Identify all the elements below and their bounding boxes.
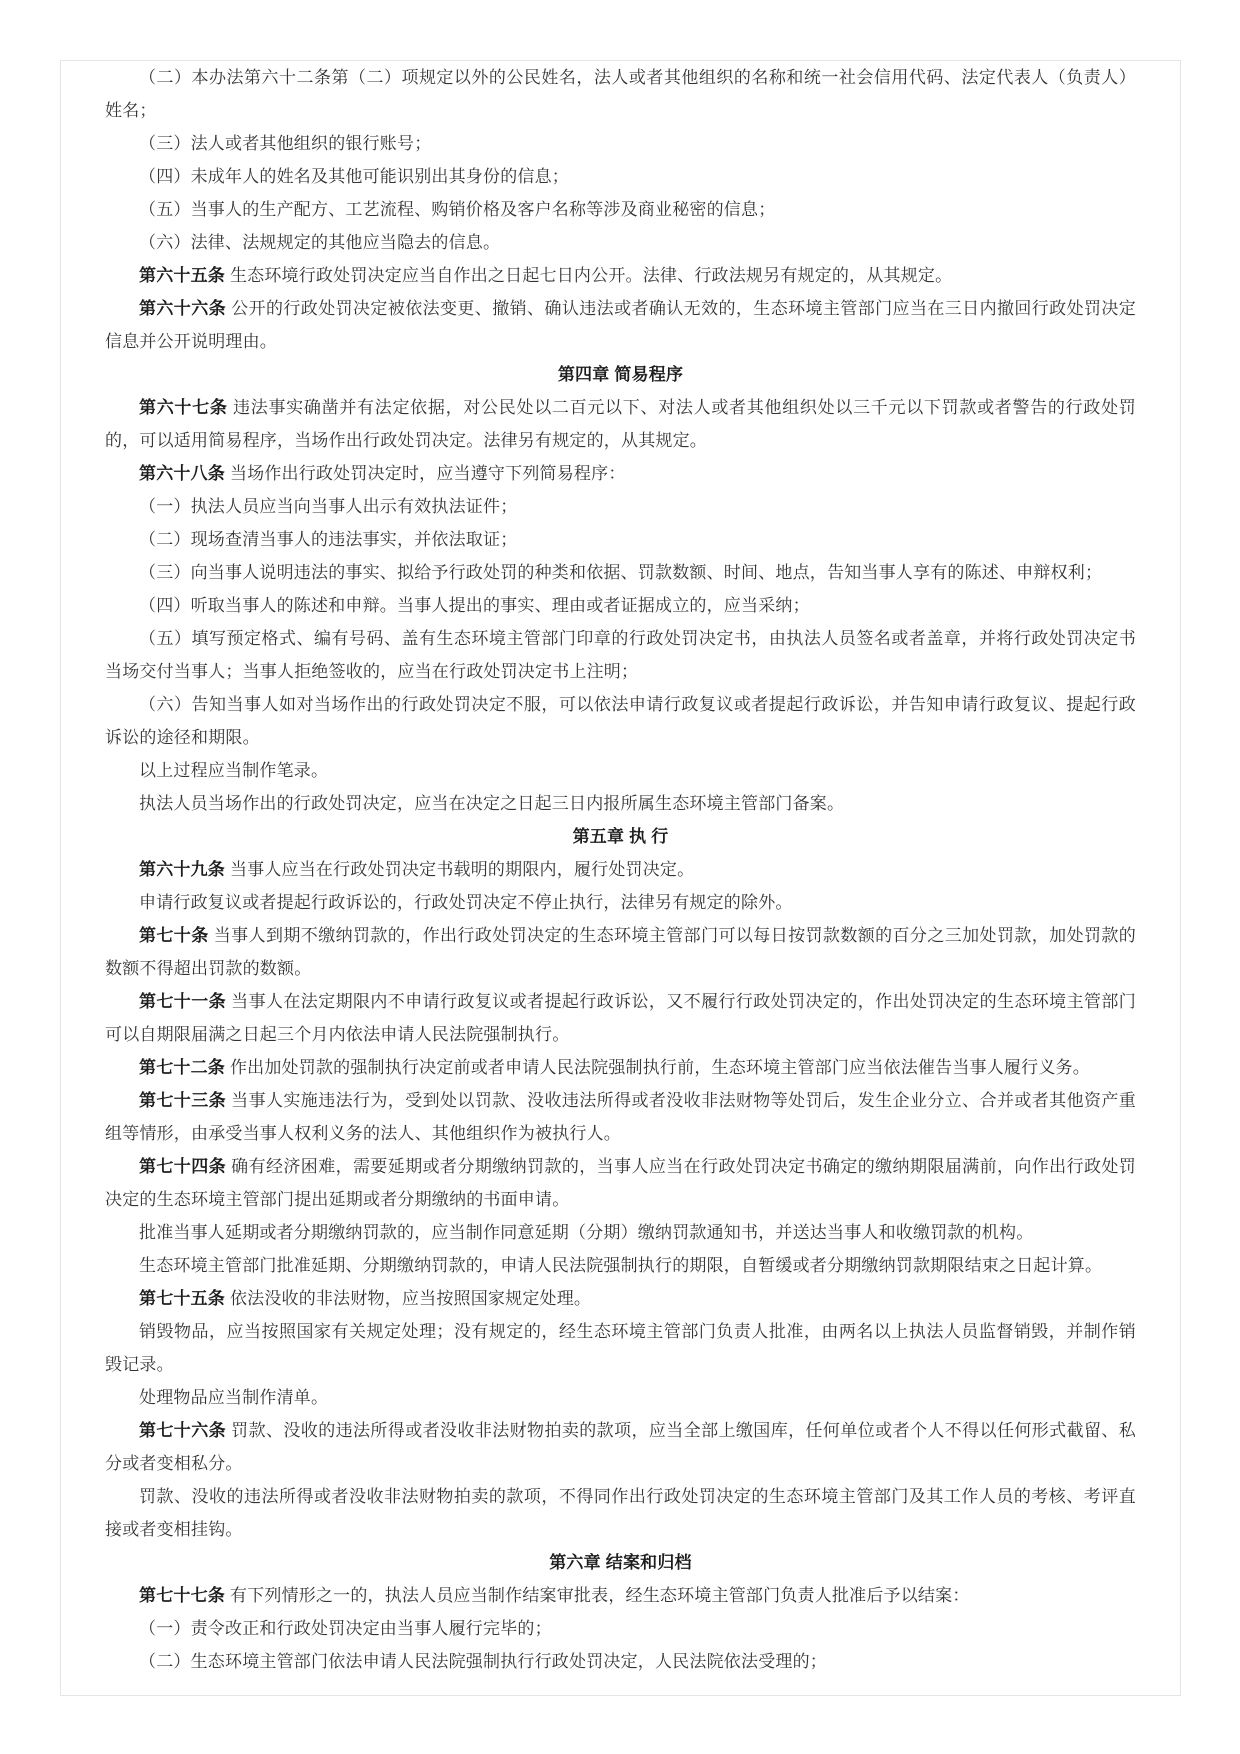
article-number: 第七十四条 [139, 1157, 227, 1176]
chapter-heading: 第五章 执 行 [572, 827, 669, 846]
article-paragraph [105, 985, 1136, 1051]
body-paragraph: 处理物品应当制作清单。 [139, 1388, 329, 1407]
article-text: 有下列情形之一的，执法人员应当制作结案审批表，经生态环境主管部门负责人批准后予以结案： [229, 1586, 970, 1605]
article-text: 确有经济困难，需要延期或者分期缴纳罚款的，当事人应当在行政处罚决定书确定的缴纳期限届满前，向作出行政处罚决定的生态环境主管部门提出延期或者分期缴纳的书面申请。 [105, 1157, 1136, 1209]
article-number: 第六十八条 [139, 464, 225, 483]
article-paragraph [105, 919, 1136, 985]
article-number: 第六十六条 [139, 299, 227, 318]
article-paragraph [105, 1579, 1136, 1612]
article-paragraph [105, 292, 1136, 358]
body-paragraph: （四）未成年人的姓名及其他可能识别出其身份的信息； [139, 167, 569, 186]
document-page [60, 60, 1181, 1696]
body-paragraph: （三）法人或者其他组织的银行账号； [139, 134, 432, 153]
article-number: 第七十六条 [139, 1421, 227, 1440]
body-paragraph: （一）执法人员应当向当事人出示有效执法证件； [139, 497, 518, 516]
body-paragraph: 执法人员当场作出的行政处罚决定，应当在决定之日起三日内报所属生态环境主管部门备案。 [139, 794, 845, 813]
body-paragraph: 生态环境主管部门批准延期、分期缴纳罚款的，申请人民法院强制执行的期限，自暂缓或者分期缴纳罚款期限结束之日起计算。 [139, 1256, 1103, 1275]
document-content [105, 61, 1136, 1678]
article-paragraph [105, 1150, 1136, 1216]
article-text: 当事人实施违法行为，受到处以罚款、没收违法所得或者没收非法财物等处罚后，发生企业分立、合并或者其他资产重组等情形，由承受当事人权利义务的法人、其他组织作为被执行人。 [105, 1091, 1136, 1143]
article-text: 作出加处罚款的强制执行决定前或者申请人民法院强制执行前，生态环境主管部门应当依法催告当事人履行义务。 [229, 1058, 1090, 1077]
body-paragraph: （二）本办法第六十二条第（二）项规定以外的公民姓名，法人或者其他组织的名称和统一社会信用代码、法定代表人（负责人）姓名； [105, 68, 1136, 120]
body-paragraph: （三）向当事人说明违法的事实、拟给予行政处罚的种类和依据、罚款数额、时间、地点，告知当事人享有的陈述、申辩权利； [139, 563, 1103, 582]
body-paragraph: （六）法律、法规规定的其他应当隐去的信息。 [139, 233, 501, 252]
body-paragraph: （六）告知当事人如对当场作出的行政处罚决定不服，可以依法申请行政复议或者提起行政诉讼，并告知申请行政复议、提起行政诉讼的途径和期限。 [105, 695, 1136, 747]
article-text: 罚款、没收的违法所得或者没收非法财物拍卖的款项，应当全部上缴国库，任何单位或者个人不得以任何形式截留、私分或者变相私分。 [105, 1421, 1136, 1473]
body-paragraph: 罚款、没收的违法所得或者没收非法财物拍卖的款项，不得同作出行政处罚决定的生态环境主管部门及其工作人员的考核、考评直接或者变相挂钩。 [105, 1487, 1136, 1539]
body-paragraph: 批准当事人延期或者分期缴纳罚款的，应当制作同意延期（分期）缴纳罚款通知书，并送达当事人和收缴罚款的机构。 [139, 1223, 1034, 1242]
article-number: 第七十二条 [139, 1058, 225, 1077]
article-paragraph [105, 259, 1136, 292]
chapter-heading: 第四章 简易程序 [557, 365, 684, 384]
article-number: 第七十三条 [139, 1091, 227, 1110]
body-paragraph: （五）当事人的生产配方、工艺流程、购销价格及客户名称等涉及商业秘密的信息； [139, 200, 776, 219]
body-paragraph: 以上过程应当制作笔录。 [139, 761, 329, 780]
article-number: 第六十五条 [139, 266, 225, 285]
article-text: 当事人应当在行政处罚决定书载明的期限内，履行处罚决定。 [229, 860, 695, 879]
body-paragraph: （五）填写预定格式、编有号码、盖有生态环境主管部门印章的行政处罚决定书，由执法人员签名或者盖章，并将行政处罚决定书当场交付当事人；当事人拒绝签收的，应当在行政处罚决定书上注明； [105, 629, 1136, 681]
article-text: 公开的行政处罚决定被依法变更、撤销、确认违法或者确认无效的，生态环境主管部门应当在三日内撤回行政处罚决定信息并公开说明理由。 [105, 299, 1136, 351]
article-text: 违法事实确凿并有法定依据，对公民处以二百元以下、对法人或者其他组织处以三千元以下罚款或者警告的行政处罚的，可以适用简易程序，当场作出行政处罚决定。法律另有规定的，从其规定。 [105, 398, 1136, 450]
body-paragraph: 申请行政复议或者提起行政诉讼的，行政处罚决定不停止执行，法律另有规定的除外。 [139, 893, 793, 912]
body-paragraph: （二）现场查清当事人的违法事实，并依法取证； [139, 530, 518, 549]
article-text: 生态环境行政处罚决定应当自作出之日起七日内公开。法律、行政法规另有规定的，从其规定。 [229, 266, 953, 285]
article-number: 第七十五条 [139, 1289, 225, 1308]
article-text: 当场作出行政处罚决定时，应当遵守下列简易程序： [229, 464, 626, 483]
article-number: 第七十条 [139, 926, 209, 945]
body-paragraph: （一）责令改正和行政处罚决定由当事人履行完毕的； [139, 1619, 552, 1638]
body-paragraph: （四）听取当事人的陈述和申辩。当事人提出的事实、理由或者证据成立的，应当采纳； [139, 596, 810, 615]
article-paragraph [105, 457, 1136, 490]
article-number: 第七十一条 [139, 992, 227, 1011]
article-number: 第七十七条 [139, 1586, 225, 1605]
article-number: 第六十九条 [139, 860, 225, 879]
article-paragraph [105, 853, 1136, 886]
article-paragraph [105, 1282, 1136, 1315]
article-paragraph [105, 1084, 1136, 1150]
article-text: 当事人到期不缴纳罚款的，作出行政处罚决定的生态环境主管部门可以每日按罚款数额的百分之三加处罚款，加处罚款的数额不得超出罚款的数额。 [105, 926, 1136, 978]
chapter-heading: 第六章 结案和归档 [549, 1553, 692, 1572]
body-paragraph: 销毁物品，应当按照国家有关规定处理；没有规定的，经生态环境主管部门负责人批准，由两名以上执法人员监督销毁，并制作销毁记录。 [105, 1322, 1136, 1374]
article-paragraph [105, 1051, 1136, 1084]
article-paragraph [105, 391, 1136, 457]
article-number: 第六十七条 [139, 398, 228, 417]
article-paragraph [105, 1414, 1136, 1480]
article-text: 当事人在法定期限内不申请行政复议或者提起行政诉讼，又不履行行政处罚决定的，作出处罚决定的生态环境主管部门可以自期限届满之日起三个月内依法申请人民法院强制执行。 [105, 992, 1136, 1044]
article-text: 依法没收的非法财物，应当按照国家规定处理。 [229, 1289, 592, 1308]
body-paragraph: （二）生态环境主管部门依法申请人民法院强制执行行政处罚决定，人民法院依法受理的； [139, 1652, 827, 1671]
